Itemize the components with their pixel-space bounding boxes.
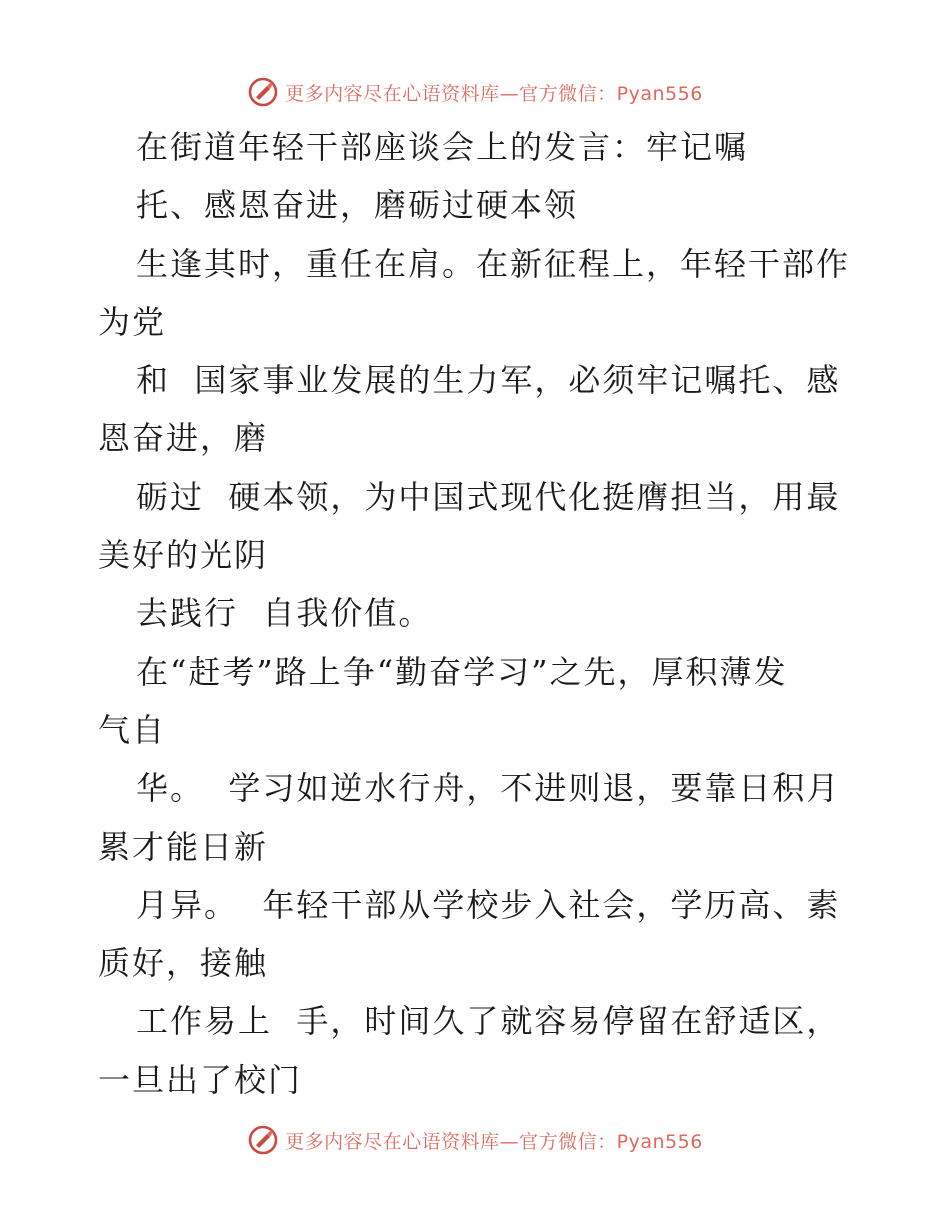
header-banner xyxy=(0,72,950,112)
paragraph-line: 工作易上 手，时间久了就容易停留在舒适区， xyxy=(136,1002,841,1041)
paragraph-line: 质好，接触 xyxy=(98,944,269,983)
paragraph-line: 为党 xyxy=(98,302,167,341)
paragraph-line: 累才能日新 xyxy=(98,827,269,866)
document-title-line: 托、感恩奋进，磨砺过硬本领 xyxy=(136,186,579,225)
document-body xyxy=(98,118,868,1109)
paragraph-line: 气自 xyxy=(98,710,167,749)
paragraph-line: 和 国家事业发展的生力军，必须牢记嘱托、感 xyxy=(136,361,841,400)
paragraph-line: 生逢其时，重任在肩。在新征程上，年轻干部作 xyxy=(136,244,851,283)
paragraph-line: 恩奋进，磨 xyxy=(98,419,269,458)
paragraph-line: 在“赶考”路上争“勤奋学习”之先，厚积薄发 xyxy=(136,652,788,691)
paragraph-line: 月异。 年轻干部从学校步入社会，学历高、素 xyxy=(136,885,841,924)
paragraph-line: 华。 学习如逆水行舟，不进则退，要靠日积月 xyxy=(136,769,841,808)
footer-banner-text: 更多内容尽在心语资料库—官方微信：Pyan556 xyxy=(285,1130,703,1153)
document-title-line: 在街道年轻干部座谈会上的发言：牢记嘱 xyxy=(136,128,749,166)
header-banner-text: 更多内容尽在心语资料库—官方微信：Pyan556 xyxy=(285,82,703,105)
brand-logo-icon xyxy=(247,1124,279,1156)
brand-logo-icon xyxy=(247,76,279,108)
paragraph-line: 去践行 自我价值。 xyxy=(136,594,433,633)
paragraph-line: 一旦出了校门 xyxy=(98,1060,303,1099)
paragraph-line: 美好的光阴 xyxy=(98,536,269,575)
paragraph-line: 砺过 硬本领，为中国式现代化挺膺担当，用最 xyxy=(136,477,841,516)
footer-banner xyxy=(0,1120,950,1160)
